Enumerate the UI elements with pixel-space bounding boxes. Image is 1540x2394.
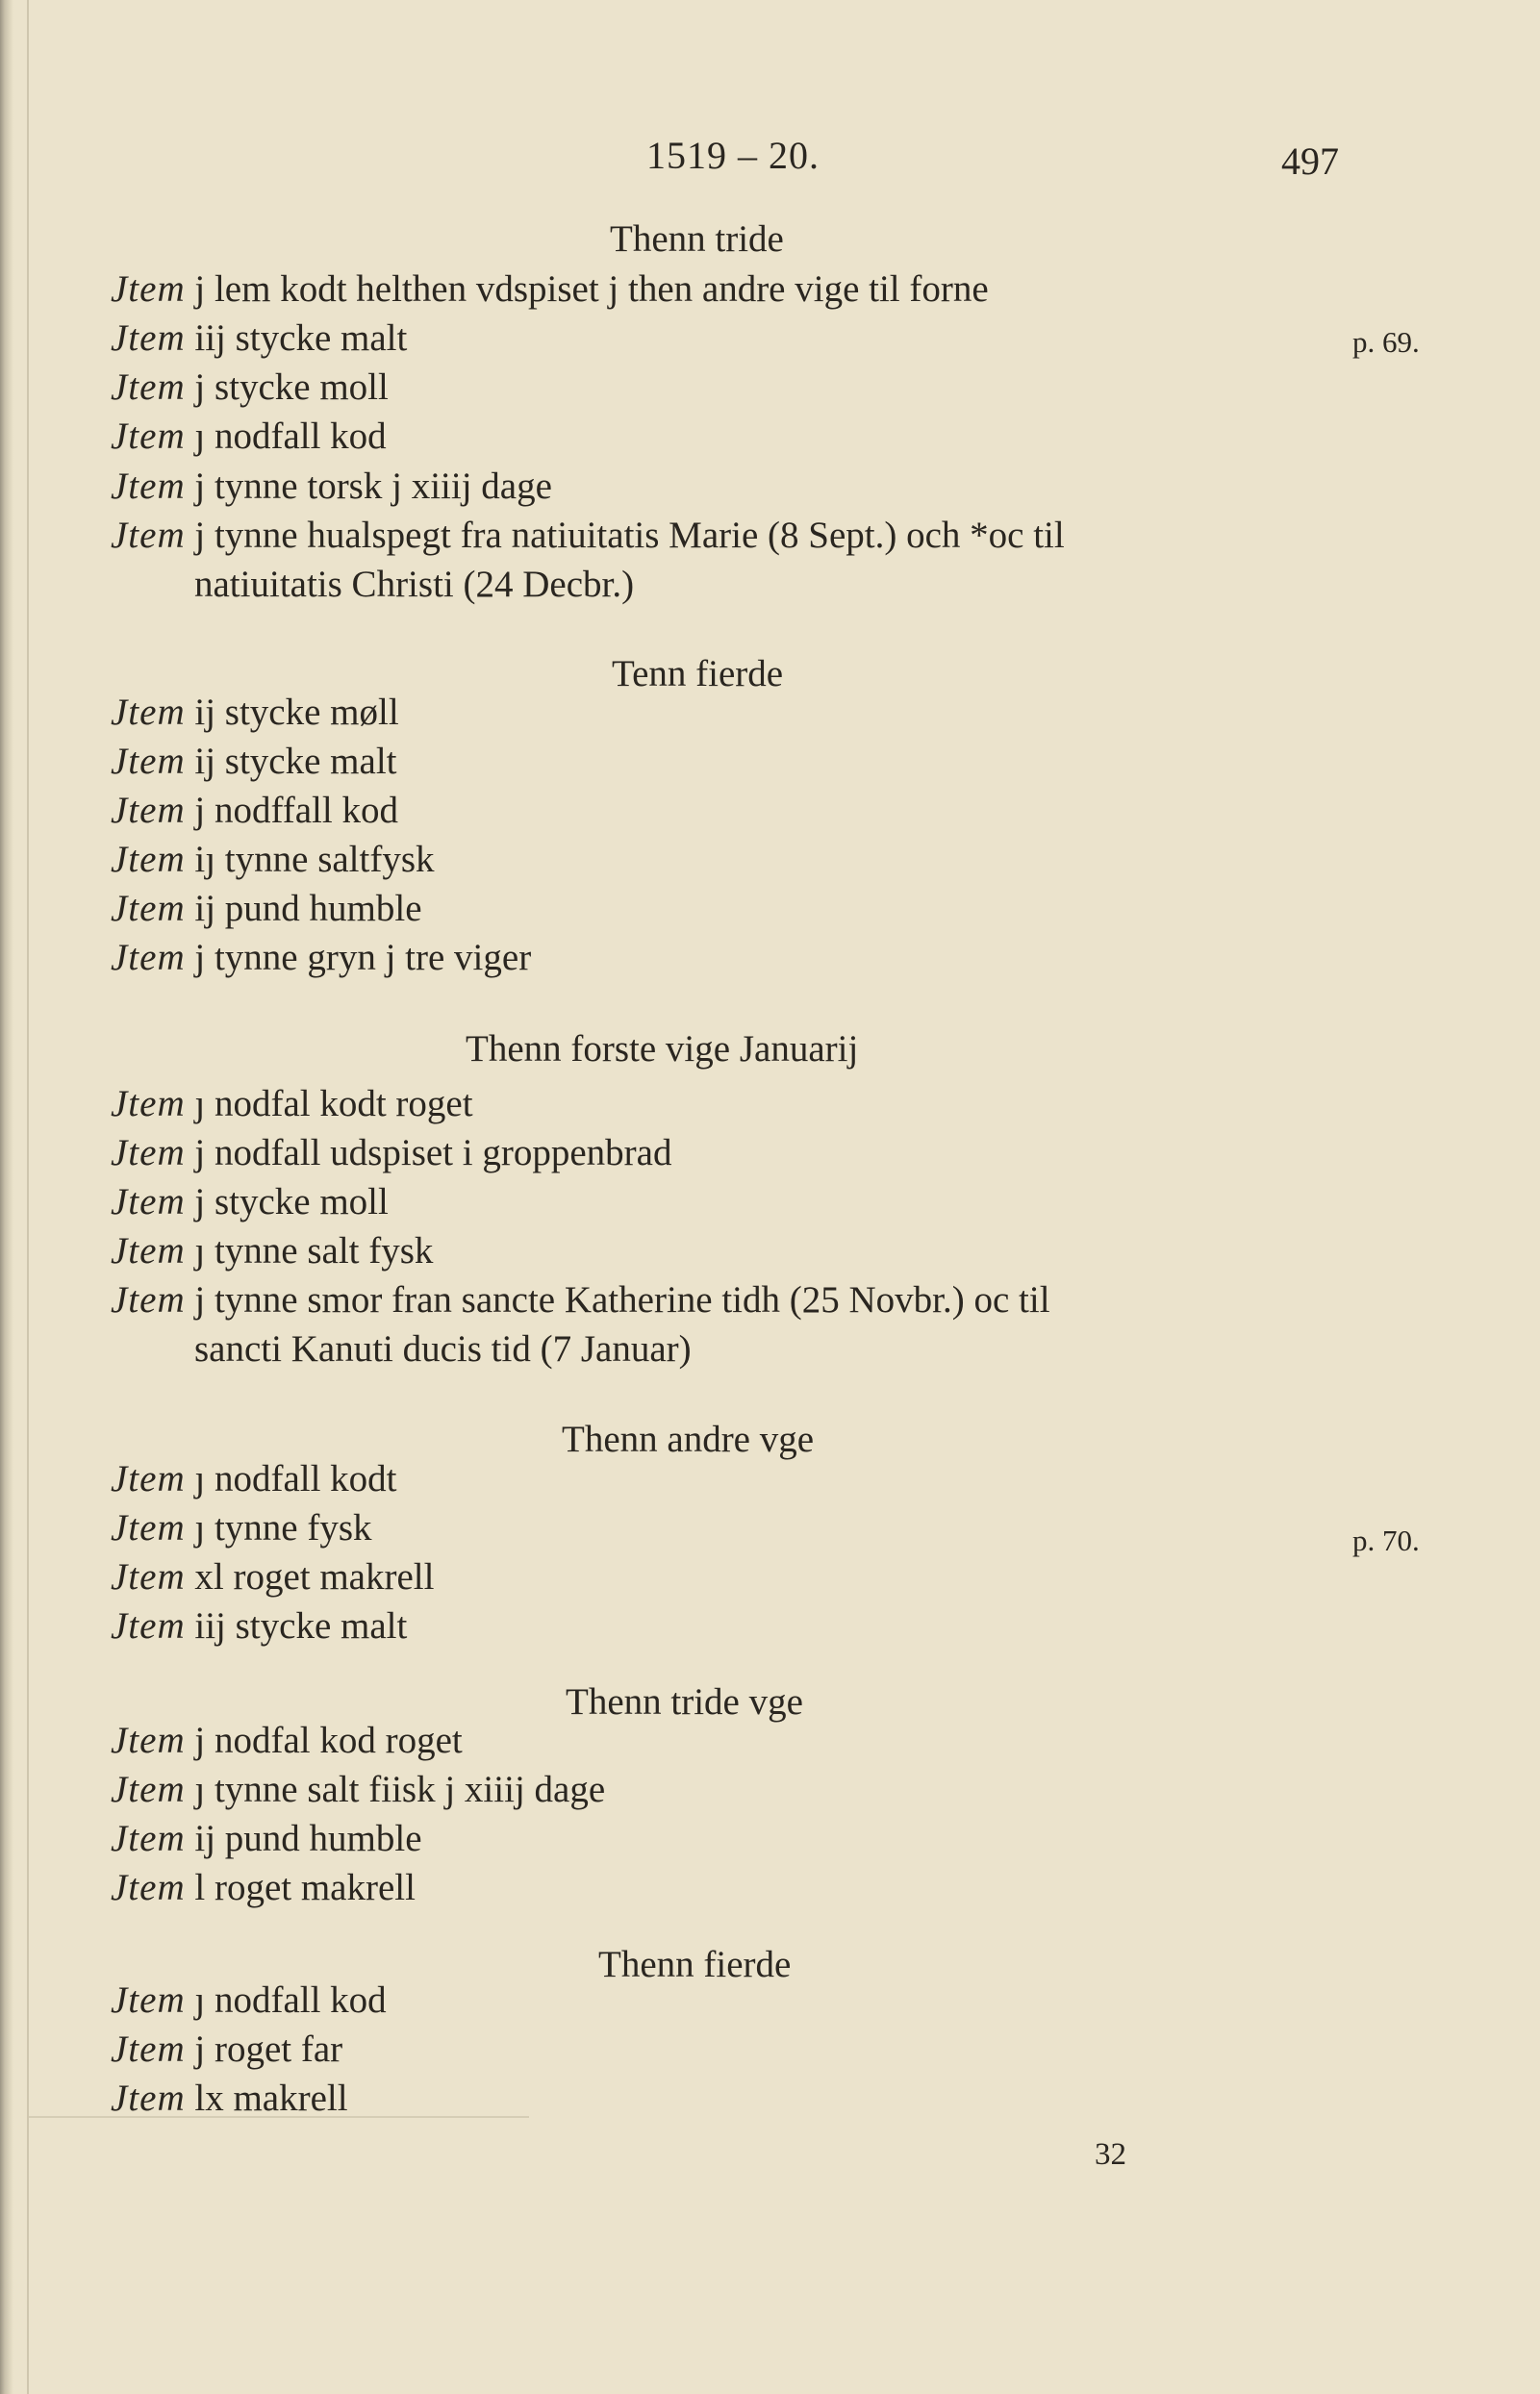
entry-line: Jtem ȷ nodfal kodt roget xyxy=(111,1083,473,1124)
entry-line: Jtem j lem kodt helthen vdspiset j then andre vige til forne xyxy=(111,268,989,310)
section-heading: Thenn andre vge xyxy=(562,1419,815,1460)
section-heading: Thenn tride xyxy=(610,218,784,260)
entry-line: Jtem ȷ nodfall kod xyxy=(111,1979,387,2021)
entry-line: Jtem ij stycke malt xyxy=(111,741,397,782)
entry-line: Jtem iij stycke malt xyxy=(111,317,408,359)
entry-line: Jtem ȷ nodfall kodt xyxy=(111,1458,397,1499)
folio-signature: 32 xyxy=(1095,2137,1126,2172)
entry-line: Jtem j tynne torsk j xiiij dage xyxy=(111,466,552,507)
entry-line: Jtem ȷ nodfall kod xyxy=(111,416,387,457)
entry-line: Jtem j stycke moll xyxy=(111,1181,389,1222)
entry-line: Jtem ȷ tynne salt fysk xyxy=(111,1230,434,1272)
margin-page-ref: p. 70. xyxy=(1352,1524,1420,1557)
entry-line: Jtem j nodfal kod roget xyxy=(111,1720,463,1761)
entry-continuation: sancti Kanuti ducis tid (7 Januar) xyxy=(194,1328,692,1370)
running-head-year: 1519 – 20. xyxy=(646,134,820,177)
page-fold-line xyxy=(27,0,29,2394)
entry-line: Jtem j tynne hualspegt fra natiuitatis Marie (8 Sept.) och *oc til xyxy=(111,515,1065,556)
entry-line: Jtem j nodffall kod xyxy=(111,790,398,831)
entry-line: Jtem l roget makrell xyxy=(111,1867,416,1908)
entry-line: Jtem xl roget makrell xyxy=(111,1556,435,1598)
section-heading: Thenn fierde xyxy=(598,1944,792,1985)
entry-line: Jtem j roget far xyxy=(111,2029,343,2070)
entry-continuation: natiuitatis Christi (24 Decbr.) xyxy=(194,564,635,605)
entry-line: Jtem j tynne gryn j tre viger xyxy=(111,937,532,978)
entry-line: Jtem iij stycke malt xyxy=(111,1605,408,1647)
section-heading: Tenn fierde xyxy=(612,653,784,694)
entry-line: Jtem ȷ tynne salt fiisk j xiiij dage xyxy=(111,1769,606,1810)
section-heading: Thenn tride vge xyxy=(566,1681,803,1723)
entry-line: Jtem j nodfall udspiset i groppenbrad xyxy=(111,1132,672,1173)
page-edge xyxy=(0,0,13,2394)
entry-line: Jtem iȷ tynne saltfysk xyxy=(111,839,435,880)
entry-line: Jtem j stycke moll xyxy=(111,366,389,408)
entry-line: Jtem ȷ tynne fysk xyxy=(111,1507,372,1549)
page-shadow-mark xyxy=(29,2116,529,2272)
section-heading: Thenn forste vige Januarij xyxy=(466,1028,859,1070)
entry-line: Jtem ij pund humble xyxy=(111,888,422,929)
entry-line: Jtem j tynne smor fran sancte Katherine tidh (25 Novbr.) oc til xyxy=(111,1279,1050,1321)
margin-page-ref: p. 69. xyxy=(1352,325,1420,359)
entry-line: Jtem ij pund humble xyxy=(111,1818,422,1859)
page-number: 497 xyxy=(1281,139,1339,183)
entry-line: Jtem ij stycke møll xyxy=(111,692,399,733)
entry-line: Jtem lx makrell xyxy=(111,2078,348,2119)
